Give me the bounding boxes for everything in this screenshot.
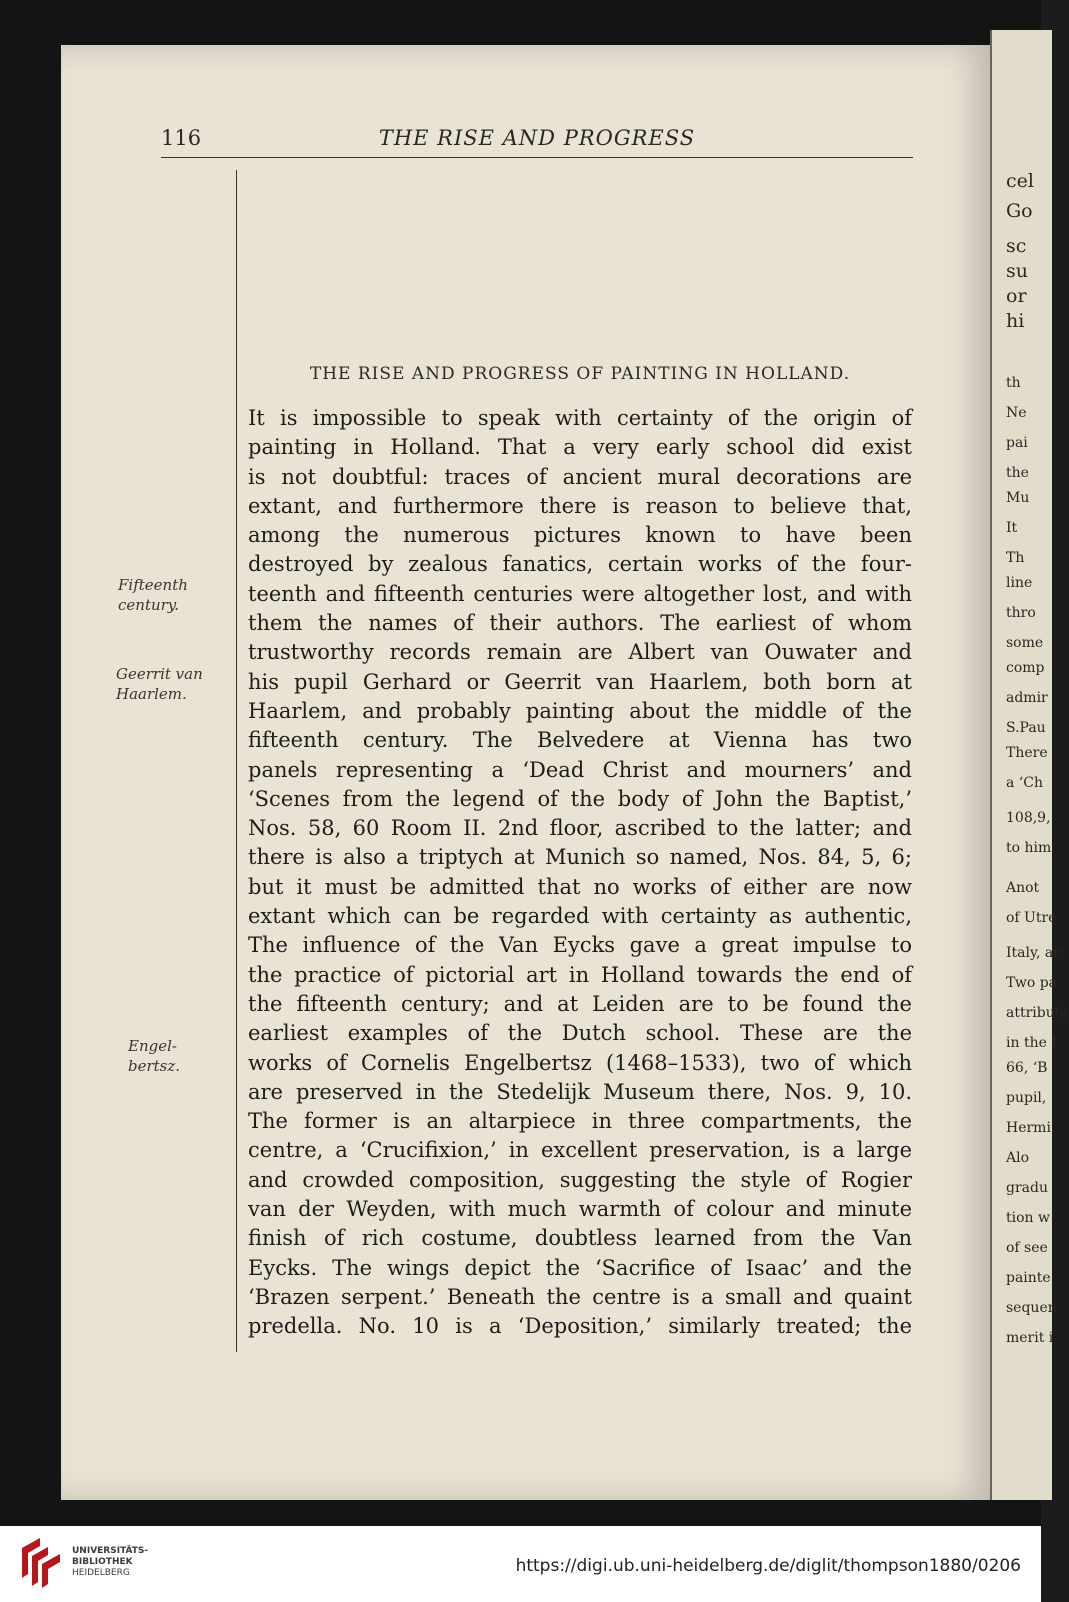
body-line: ‘Brazen serpent.’ Beneath the centre is a small and quaint xyxy=(248,1284,912,1309)
body-line: The influence of the Van Eycks gave a great impulse to xyxy=(248,933,912,958)
facing-page-fragment: sc xyxy=(1006,235,1027,257)
page-header xyxy=(161,126,913,156)
facing-page-fragment: Italy, ar xyxy=(1006,945,1060,961)
header-rule xyxy=(161,157,913,158)
page-number: 116 xyxy=(161,126,202,150)
facing-page-fragment: gradu xyxy=(1006,1180,1048,1196)
facing-page-fragment: Anot xyxy=(1006,880,1040,896)
facing-page-fragment: merit i xyxy=(1006,1330,1054,1346)
body-line: trustworthy records remain are Albert van Ouwater and xyxy=(248,640,912,665)
body-line: among the numerous pictures known to have been xyxy=(248,523,912,548)
viewer-footer xyxy=(0,1526,1041,1602)
facing-page-fragment: 108,9, xyxy=(1006,810,1051,826)
facing-page-fragment: or xyxy=(1006,285,1027,307)
facing-page-fragment: line xyxy=(1006,575,1033,591)
body-line: but it must be admitted that no works of either are now xyxy=(248,874,912,899)
library-name-line: HEIDELBERG xyxy=(72,1568,130,1578)
facing-page-fragment: Alo xyxy=(1006,1150,1030,1166)
body-line: It is impossible to speak with certainty of the origin of xyxy=(248,406,912,430)
facing-page-fragment: cel xyxy=(1006,170,1034,192)
facing-page-fragment: of see xyxy=(1006,1240,1048,1256)
body-line: the fifteenth century; and at Leiden are to be found the xyxy=(248,991,912,1016)
body-line: painting in Holland. That a very early school did exist xyxy=(248,435,912,460)
body-line: them the names of their authors. The earliest of whom xyxy=(248,611,912,636)
body-line: destroyed by zealous fanatics, certain works of the four- xyxy=(248,552,912,577)
sidenote-engelbertsz: Engel- bertsz. xyxy=(128,1037,181,1075)
body-line: Eycks. The wings depict the ‘Sacrifice of Isaac’ and the xyxy=(248,1255,912,1280)
library-name xyxy=(72,1546,148,1579)
body-text xyxy=(248,404,912,1342)
margin-rule xyxy=(236,170,237,1352)
library-name-line: BIBLIOTHEK xyxy=(72,1557,133,1567)
body-line: teenth and fifteenth centuries were altogether lost, and with xyxy=(248,581,912,606)
facing-page-fragment: su xyxy=(1006,260,1028,282)
body-line: is not doubtful: traces of ancient mural decorations are xyxy=(248,464,912,489)
facing-page-fragment: Hermi xyxy=(1006,1120,1051,1136)
body-line: earliest examples of the Dutch school. These are the xyxy=(248,1021,912,1046)
body-line: the practice of pictorial art in Holland towards the end of xyxy=(248,962,912,987)
body-line: extant which can be regarded with certainty as authentic, xyxy=(248,904,912,929)
facing-page-fragment: tion w xyxy=(1006,1210,1050,1226)
body-line: works of Cornelis Engelbertsz (1468–1533), two of which xyxy=(248,1050,912,1075)
facing-page-fragment: Go xyxy=(1006,200,1033,222)
body-line: and crowded composition, suggesting the style of Rogier xyxy=(248,1167,912,1192)
facing-page-fragment: admir xyxy=(1006,690,1048,706)
body-line: ‘Scenes from the legend of the body of John the Baptist,’ xyxy=(248,786,912,811)
sidenote-fifteenth-century: Fifteenth century. xyxy=(118,576,188,614)
facing-page-fragment: some xyxy=(1006,635,1044,651)
facing-page-fragment: It xyxy=(1006,520,1018,536)
facing-page-fragment: Ne xyxy=(1006,405,1027,421)
facing-page-fragment: to him xyxy=(1006,840,1052,856)
body-line: The former is an altarpiece in three compartments, the xyxy=(248,1109,912,1134)
facing-page-fragment: the xyxy=(1006,465,1029,481)
library-name-line: UNIVERSITÄTS- xyxy=(72,1546,149,1556)
body-line: Haarlem, and probably painting about the middle of the xyxy=(248,698,912,723)
body-line: finish of rich costume, doubtless learned from the Van xyxy=(248,1226,912,1251)
facing-page-fragment: a ‘Ch xyxy=(1006,775,1043,791)
facing-page-fragment: sequen xyxy=(1006,1300,1057,1316)
permalink-url[interactable]: https://digi.ub.uni-heidelberg.de/diglit/thompson1880/0206 xyxy=(515,1556,1021,1576)
sidenote-geerrit-van-haarlem: Geerrit van Haarlem. xyxy=(116,665,203,703)
facing-page-fragment: 66, ‘B xyxy=(1006,1060,1048,1076)
body-line: his pupil Gerhard or Geerrit van Haarlem, both born at xyxy=(248,669,912,694)
body-line: are preserved in the Stedelijk Museum there, Nos. 9, 10. xyxy=(248,1079,912,1104)
facing-page-fragment: in the I xyxy=(1006,1035,1057,1051)
running-head: THE RISE AND PROGRESS xyxy=(378,126,696,150)
body-line: centre, a ‘Crucifixion,’ in excellent preservation, is a large xyxy=(248,1138,912,1163)
facing-page-fragment: pupil, xyxy=(1006,1090,1047,1106)
library-logo-icon xyxy=(18,1534,64,1590)
facing-page-fragment: hi xyxy=(1006,310,1025,332)
facing-page-fragment: S.Pau xyxy=(1006,720,1046,736)
facing-page-fragment: There xyxy=(1006,745,1048,761)
facing-page-fragment: Mu xyxy=(1006,490,1030,506)
body-line: Nos. 58, 60 Room II. 2nd floor, ascribed to the latter; and xyxy=(248,816,912,841)
facing-page-fragment: Th xyxy=(1006,550,1025,566)
facing-page-fragment: comp xyxy=(1006,660,1045,676)
facing-page-edge xyxy=(990,30,1069,1500)
body-line: extant, and furthermore there is reason to believe that, xyxy=(248,493,912,518)
facing-page-fragment: of Utre xyxy=(1006,910,1057,926)
body-line: predella. No. 10 is a ‘Deposition,’ similarly treated; the xyxy=(248,1314,912,1339)
facing-page-fragment: thro xyxy=(1006,605,1036,621)
facing-page-fragment: Two pa xyxy=(1006,975,1058,991)
body-line: van der Weyden, with much warmth of colour and minute xyxy=(248,1197,912,1222)
facing-page-fragment: pai xyxy=(1006,435,1028,451)
body-line: panels representing a ‘Dead Christ and mourners’ and xyxy=(248,757,912,782)
article-title: THE RISE AND PROGRESS OF PAINTING IN HOLLAND. xyxy=(309,364,851,384)
facing-page-fragment: painte xyxy=(1006,1270,1051,1286)
facing-page-fragment: th xyxy=(1006,375,1021,391)
body-line: fifteenth century. The Belvedere at Vienna has two xyxy=(248,728,912,753)
body-line: there is also a triptych at Munich so named, Nos. 84, 5, 6; xyxy=(248,845,912,870)
facing-page-fragment: attribute xyxy=(1006,1005,1069,1021)
